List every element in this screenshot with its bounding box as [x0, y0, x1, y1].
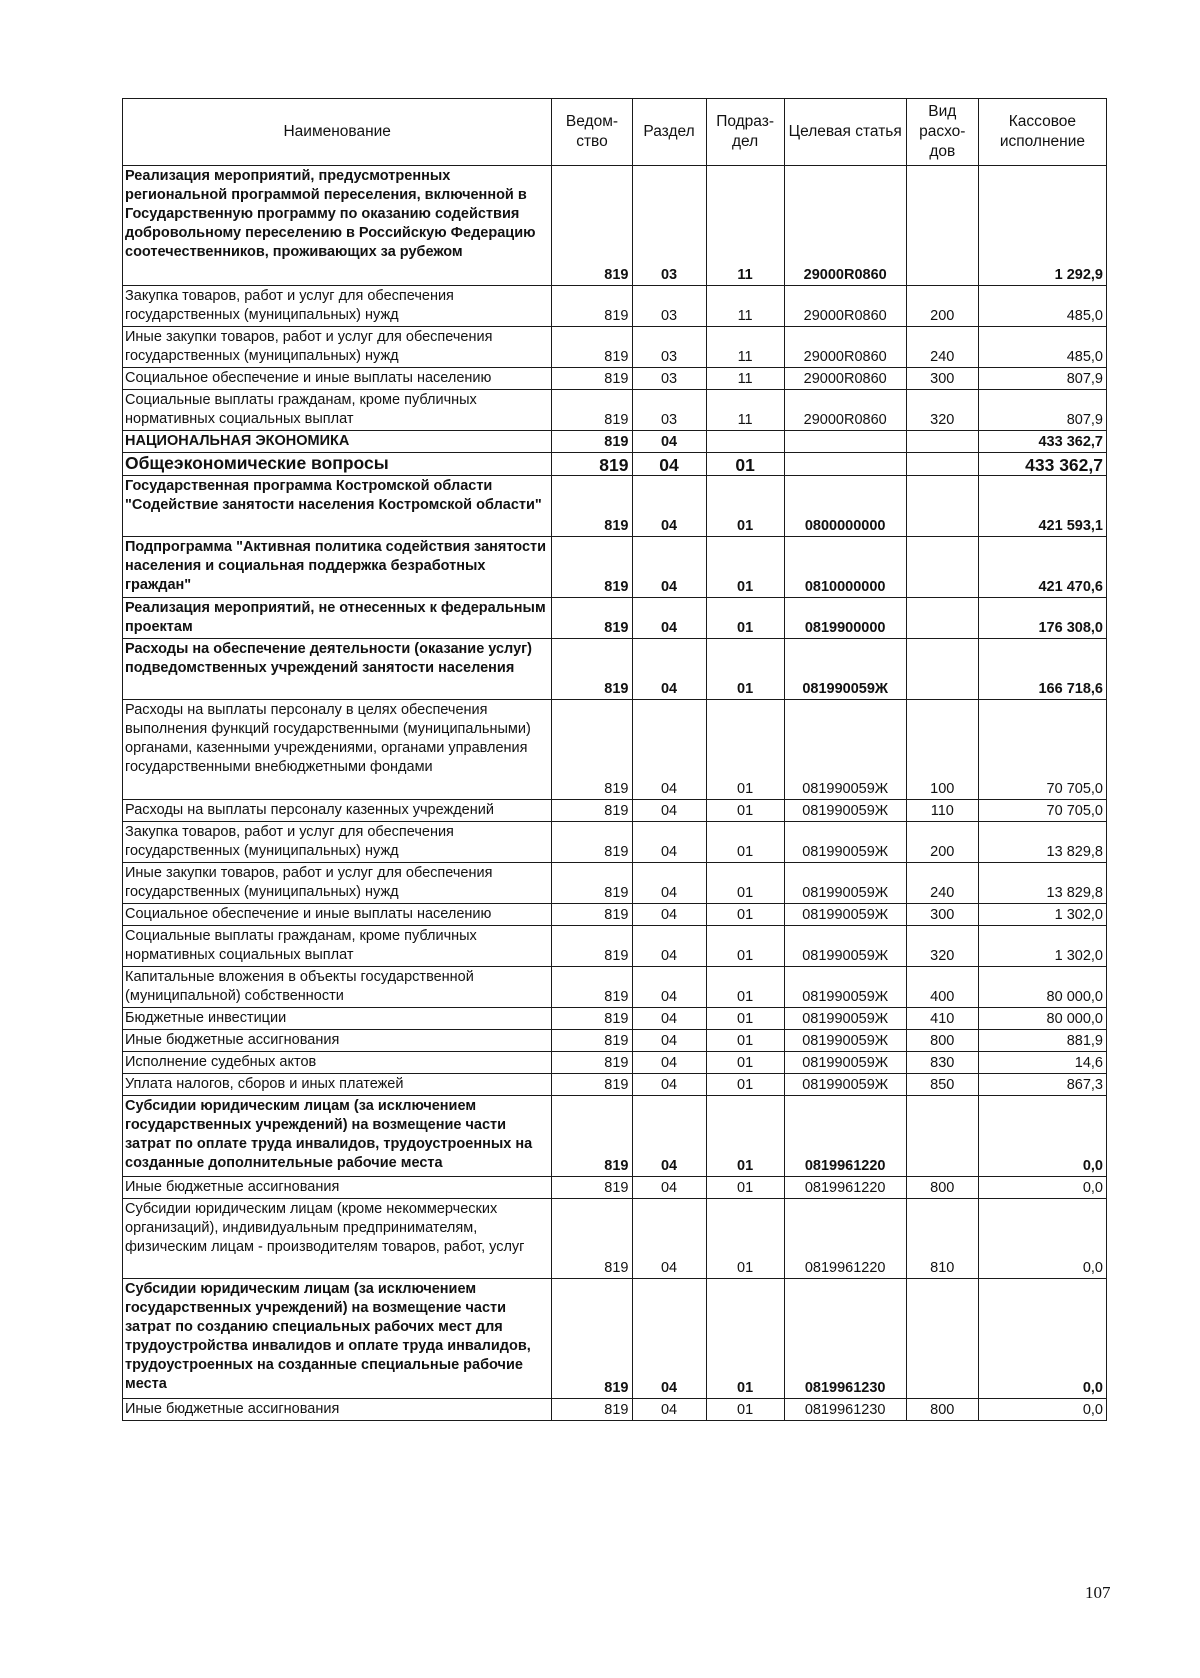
row-section: 04: [632, 431, 706, 453]
row-subsection: 01: [706, 1399, 784, 1421]
row-name: Расходы на выплаты персоналу казенных учреждений: [123, 800, 552, 822]
row-department: 819: [552, 1030, 632, 1052]
row-section: 03: [632, 390, 706, 431]
row-target-article: 081990059Ж: [784, 700, 906, 800]
row-name: Бюджетные инвестиции: [123, 1008, 552, 1030]
row-department: 819: [552, 1052, 632, 1074]
row-expense-type: 830: [906, 1052, 978, 1074]
row-section: 04: [632, 476, 706, 537]
row-department: 819: [552, 700, 632, 800]
table-row: [123, 368, 1107, 390]
row-section: 04: [632, 639, 706, 700]
row-name: Реализация мероприятий, предусмотренных региональной программой переселения, включенной в Государственную программу по оказанию содействия добровольному переселению в Российскую Федерацию соотечественников, проживающих за рубежом: [123, 166, 552, 286]
row-target-article: 081990059Ж: [784, 967, 906, 1008]
table-row: [123, 390, 1107, 431]
row-target-article: 081990059Ж: [784, 926, 906, 967]
row-amount: 1 292,9: [978, 166, 1106, 286]
row-section: 03: [632, 166, 706, 286]
row-name: Иные бюджетные ассигнования: [123, 1030, 552, 1052]
row-target-article: 0819961220: [784, 1199, 906, 1279]
row-amount: 70 705,0: [978, 700, 1106, 800]
table-row: [123, 1177, 1107, 1199]
row-target-article: 0819961230: [784, 1399, 906, 1421]
row-target-article: 29000R0860: [784, 390, 906, 431]
row-amount: 0,0: [978, 1096, 1106, 1177]
row-section: 04: [632, 904, 706, 926]
row-target-article: 0810000000: [784, 537, 906, 598]
row-expense-type: 800: [906, 1399, 978, 1421]
row-amount: 0,0: [978, 1199, 1106, 1279]
row-subsection: 01: [706, 476, 784, 537]
row-amount: 176 308,0: [978, 598, 1106, 639]
header-name: Наименование: [123, 99, 552, 166]
row-name: Исполнение судебных актов: [123, 1052, 552, 1074]
row-department: 819: [552, 431, 632, 453]
row-subsection: 01: [706, 1030, 784, 1052]
row-section: 04: [632, 1008, 706, 1030]
row-subsection: 01: [706, 1052, 784, 1074]
row-section: 04: [632, 800, 706, 822]
row-amount: 867,3: [978, 1074, 1106, 1096]
row-expense-type: 320: [906, 390, 978, 431]
row-section: 04: [632, 1399, 706, 1421]
row-expense-type: 410: [906, 1008, 978, 1030]
row-name: Подпрограмма "Активная политика содействия занятости населения и социальная поддержка безработных граждан": [123, 537, 552, 598]
row-expense-type: 320: [906, 926, 978, 967]
row-section: 04: [632, 1096, 706, 1177]
row-subsection: 01: [706, 537, 784, 598]
row-expense-type: 110: [906, 800, 978, 822]
row-section: 04: [632, 1074, 706, 1096]
row-amount: 1 302,0: [978, 904, 1106, 926]
row-amount: 0,0: [978, 1279, 1106, 1399]
row-target-article: 29000R0860: [784, 368, 906, 390]
row-amount: 421 470,6: [978, 537, 1106, 598]
row-department: 819: [552, 800, 632, 822]
row-department: 819: [552, 537, 632, 598]
row-section: 04: [632, 453, 706, 476]
row-amount: 0,0: [978, 1177, 1106, 1199]
row-expense-type: [906, 537, 978, 598]
table-row: [123, 453, 1107, 476]
row-department: 819: [552, 166, 632, 286]
row-amount: 485,0: [978, 286, 1106, 327]
row-target-article: 081990059Ж: [784, 904, 906, 926]
row-section: 03: [632, 368, 706, 390]
row-subsection: 01: [706, 1279, 784, 1399]
header-target-article: Целевая статья: [784, 99, 906, 166]
header-cash-execution: Кассовое исполнение: [978, 99, 1106, 166]
row-expense-type: [906, 1279, 978, 1399]
row-target-article: 29000R0860: [784, 286, 906, 327]
budget-table-container: [122, 98, 1107, 1421]
row-department: 819: [552, 286, 632, 327]
table-row: [123, 822, 1107, 863]
row-department: 819: [552, 822, 632, 863]
table-row: [123, 700, 1107, 800]
row-department: 819: [552, 967, 632, 1008]
row-expense-type: 850: [906, 1074, 978, 1096]
table-row: [123, 476, 1107, 537]
row-name: Капитальные вложения в объекты государственной (муниципальной) собственности: [123, 967, 552, 1008]
row-expense-type: 810: [906, 1199, 978, 1279]
row-expense-type: 240: [906, 863, 978, 904]
row-expense-type: 200: [906, 286, 978, 327]
row-subsection: 01: [706, 822, 784, 863]
row-section: 04: [632, 1030, 706, 1052]
row-subsection: 01: [706, 700, 784, 800]
row-amount: 807,9: [978, 368, 1106, 390]
row-department: 819: [552, 926, 632, 967]
row-amount: 433 362,7: [978, 431, 1106, 453]
row-name: Субсидии юридическим лицам (за исключением государственных учреждений) на возмещение части затрат по созданию специальных рабочих мест для трудоустройства инвалидов и оплате труда инвалидов, трудоустроенных на созданные специальные рабочие места: [123, 1279, 552, 1399]
row-name: НАЦИОНАЛЬНАЯ ЭКОНОМИКА: [123, 431, 552, 453]
row-target-article: 081990059Ж: [784, 1030, 906, 1052]
row-target-article: 081990059Ж: [784, 863, 906, 904]
table-row: [123, 1096, 1107, 1177]
page-number: 107: [1085, 1583, 1111, 1602]
row-subsection: 11: [706, 390, 784, 431]
row-target-article: [784, 431, 906, 453]
row-department: 819: [552, 453, 632, 476]
row-subsection: 01: [706, 1199, 784, 1279]
table-row: [123, 800, 1107, 822]
row-target-article: 29000R0860: [784, 327, 906, 368]
row-amount: 14,6: [978, 1052, 1106, 1074]
row-subsection: 01: [706, 904, 784, 926]
row-department: 819: [552, 1008, 632, 1030]
row-department: 819: [552, 1074, 632, 1096]
row-amount: 1 302,0: [978, 926, 1106, 967]
table-row: [123, 598, 1107, 639]
row-section: 04: [632, 1199, 706, 1279]
row-name: Социальные выплаты гражданам, кроме публичных нормативных социальных выплат: [123, 390, 552, 431]
row-subsection: 01: [706, 1096, 784, 1177]
budget-execution-table: [122, 98, 1107, 1421]
header-expense-type: Вид расхо-дов: [906, 99, 978, 166]
table-row: [123, 1279, 1107, 1399]
row-section: 04: [632, 863, 706, 904]
row-amount: 80 000,0: [978, 1008, 1106, 1030]
table-body: [123, 166, 1107, 1421]
row-name: Иные бюджетные ассигнования: [123, 1399, 552, 1421]
row-section: 04: [632, 700, 706, 800]
row-expense-type: 300: [906, 368, 978, 390]
row-section: 04: [632, 1052, 706, 1074]
row-subsection: 01: [706, 453, 784, 476]
row-name: Субсидии юридическим лицам (за исключением государственных учреждений) на возмещение части затрат по оплате труда инвалидов, трудоустроенных на созданные дополнительные рабочие места: [123, 1096, 552, 1177]
row-target-article: 081990059Ж: [784, 822, 906, 863]
row-department: 819: [552, 368, 632, 390]
row-expense-type: [906, 453, 978, 476]
row-department: 819: [552, 904, 632, 926]
row-amount: 433 362,7: [978, 453, 1106, 476]
header-department: Ведом-ство: [552, 99, 632, 166]
row-expense-type: [906, 1096, 978, 1177]
row-expense-type: 100: [906, 700, 978, 800]
row-expense-type: [906, 639, 978, 700]
header-subsection: Подраз-дел: [706, 99, 784, 166]
row-target-article: 0819900000: [784, 598, 906, 639]
table-row: [123, 431, 1107, 453]
row-name: Иные закупки товаров, работ и услуг для обеспечения государственных (муниципальных) нужд: [123, 327, 552, 368]
row-name: Закупка товаров, работ и услуг для обеспечения государственных (муниципальных) нужд: [123, 286, 552, 327]
header-section: Раздел: [632, 99, 706, 166]
table-row: [123, 1052, 1107, 1074]
row-subsection: 11: [706, 286, 784, 327]
row-amount: 13 829,8: [978, 863, 1106, 904]
row-target-article: 0819961220: [784, 1096, 906, 1177]
table-row: [123, 1074, 1107, 1096]
row-expense-type: [906, 476, 978, 537]
row-name: Уплата налогов, сборов и иных платежей: [123, 1074, 552, 1096]
table-row: [123, 863, 1107, 904]
row-department: 819: [552, 1096, 632, 1177]
row-department: 819: [552, 390, 632, 431]
row-name: Расходы на обеспечение деятельности (оказание услуг) подведомственных учреждений занятости населения: [123, 639, 552, 700]
row-target-article: 081990059Ж: [784, 1052, 906, 1074]
row-target-article: 081990059Ж: [784, 1008, 906, 1030]
row-subsection: 11: [706, 368, 784, 390]
row-subsection: 01: [706, 926, 784, 967]
row-expense-type: 800: [906, 1030, 978, 1052]
row-target-article: 29000R0860: [784, 166, 906, 286]
table-row: [123, 926, 1107, 967]
row-expense-type: [906, 598, 978, 639]
row-subsection: 01: [706, 598, 784, 639]
row-target-article: 0819961230: [784, 1279, 906, 1399]
table-row: [123, 1030, 1107, 1052]
row-section: 03: [632, 327, 706, 368]
row-department: 819: [552, 1177, 632, 1199]
row-target-article: 0800000000: [784, 476, 906, 537]
row-department: 819: [552, 863, 632, 904]
row-amount: 421 593,1: [978, 476, 1106, 537]
row-expense-type: 240: [906, 327, 978, 368]
table-row: [123, 286, 1107, 327]
table-row: [123, 1008, 1107, 1030]
row-section: 04: [632, 598, 706, 639]
row-amount: 166 718,6: [978, 639, 1106, 700]
row-name: Государственная программа Костромской области "Содействие занятости населения Костромской области": [123, 476, 552, 537]
row-subsection: 01: [706, 1008, 784, 1030]
row-name: Общеэкономические вопросы: [123, 453, 552, 476]
row-expense-type: 800: [906, 1177, 978, 1199]
row-section: 04: [632, 967, 706, 1008]
row-subsection: 01: [706, 863, 784, 904]
row-amount: 80 000,0: [978, 967, 1106, 1008]
row-subsection: 01: [706, 800, 784, 822]
table-row: [123, 639, 1107, 700]
row-section: 04: [632, 1279, 706, 1399]
row-target-article: 081990059Ж: [784, 639, 906, 700]
row-expense-type: 200: [906, 822, 978, 863]
row-amount: 807,9: [978, 390, 1106, 431]
row-subsection: 01: [706, 1177, 784, 1199]
row-department: 819: [552, 1279, 632, 1399]
row-department: 819: [552, 598, 632, 639]
row-subsection: 11: [706, 327, 784, 368]
table-header-row: [123, 99, 1107, 166]
row-name: Социальные выплаты гражданам, кроме публичных нормативных социальных выплат: [123, 926, 552, 967]
row-amount: 70 705,0: [978, 800, 1106, 822]
table-row: [123, 967, 1107, 1008]
row-name: Закупка товаров, работ и услуг для обеспечения государственных (муниципальных) нужд: [123, 822, 552, 863]
row-name: Иные бюджетные ассигнования: [123, 1177, 552, 1199]
table-row: [123, 904, 1107, 926]
row-department: 819: [552, 1399, 632, 1421]
row-expense-type: 300: [906, 904, 978, 926]
table-row: [123, 1199, 1107, 1279]
row-section: 04: [632, 1177, 706, 1199]
row-name: Расходы на выплаты персоналу в целях обеспечения выполнения функций государственными (муниципальными) органами, казенными учреждениями, органами управления государственными внебюджетными фондами: [123, 700, 552, 800]
row-subsection: [706, 431, 784, 453]
row-section: 04: [632, 926, 706, 967]
row-expense-type: 400: [906, 967, 978, 1008]
row-subsection: 01: [706, 967, 784, 1008]
row-expense-type: [906, 166, 978, 286]
row-expense-type: [906, 431, 978, 453]
row-department: 819: [552, 476, 632, 537]
table-row: [123, 1399, 1107, 1421]
table-row: [123, 537, 1107, 598]
row-target-article: 0819961220: [784, 1177, 906, 1199]
row-name: Социальное обеспечение и иные выплаты населению: [123, 368, 552, 390]
row-name: Социальное обеспечение и иные выплаты населению: [123, 904, 552, 926]
row-department: 819: [552, 1199, 632, 1279]
row-amount: 13 829,8: [978, 822, 1106, 863]
row-subsection: 11: [706, 166, 784, 286]
row-target-article: [784, 453, 906, 476]
row-subsection: 01: [706, 639, 784, 700]
row-name: Иные закупки товаров, работ и услуг для обеспечения государственных (муниципальных) нужд: [123, 863, 552, 904]
row-name: Реализация мероприятий, не отнесенных к федеральным проектам: [123, 598, 552, 639]
row-section: 03: [632, 286, 706, 327]
row-amount: 485,0: [978, 327, 1106, 368]
table-row: [123, 166, 1107, 286]
row-amount: 0,0: [978, 1399, 1106, 1421]
row-subsection: 01: [706, 1074, 784, 1096]
row-amount: 881,9: [978, 1030, 1106, 1052]
row-name: Субсидии юридическим лицам (кроме некоммерческих организаций), индивидуальным предпринимателям, физическим лицам - производителям товаров, работ, услуг: [123, 1199, 552, 1279]
table-row: [123, 327, 1107, 368]
row-target-article: 081990059Ж: [784, 1074, 906, 1096]
row-department: 819: [552, 639, 632, 700]
row-target-article: 081990059Ж: [784, 800, 906, 822]
row-section: 04: [632, 822, 706, 863]
row-department: 819: [552, 327, 632, 368]
row-section: 04: [632, 537, 706, 598]
